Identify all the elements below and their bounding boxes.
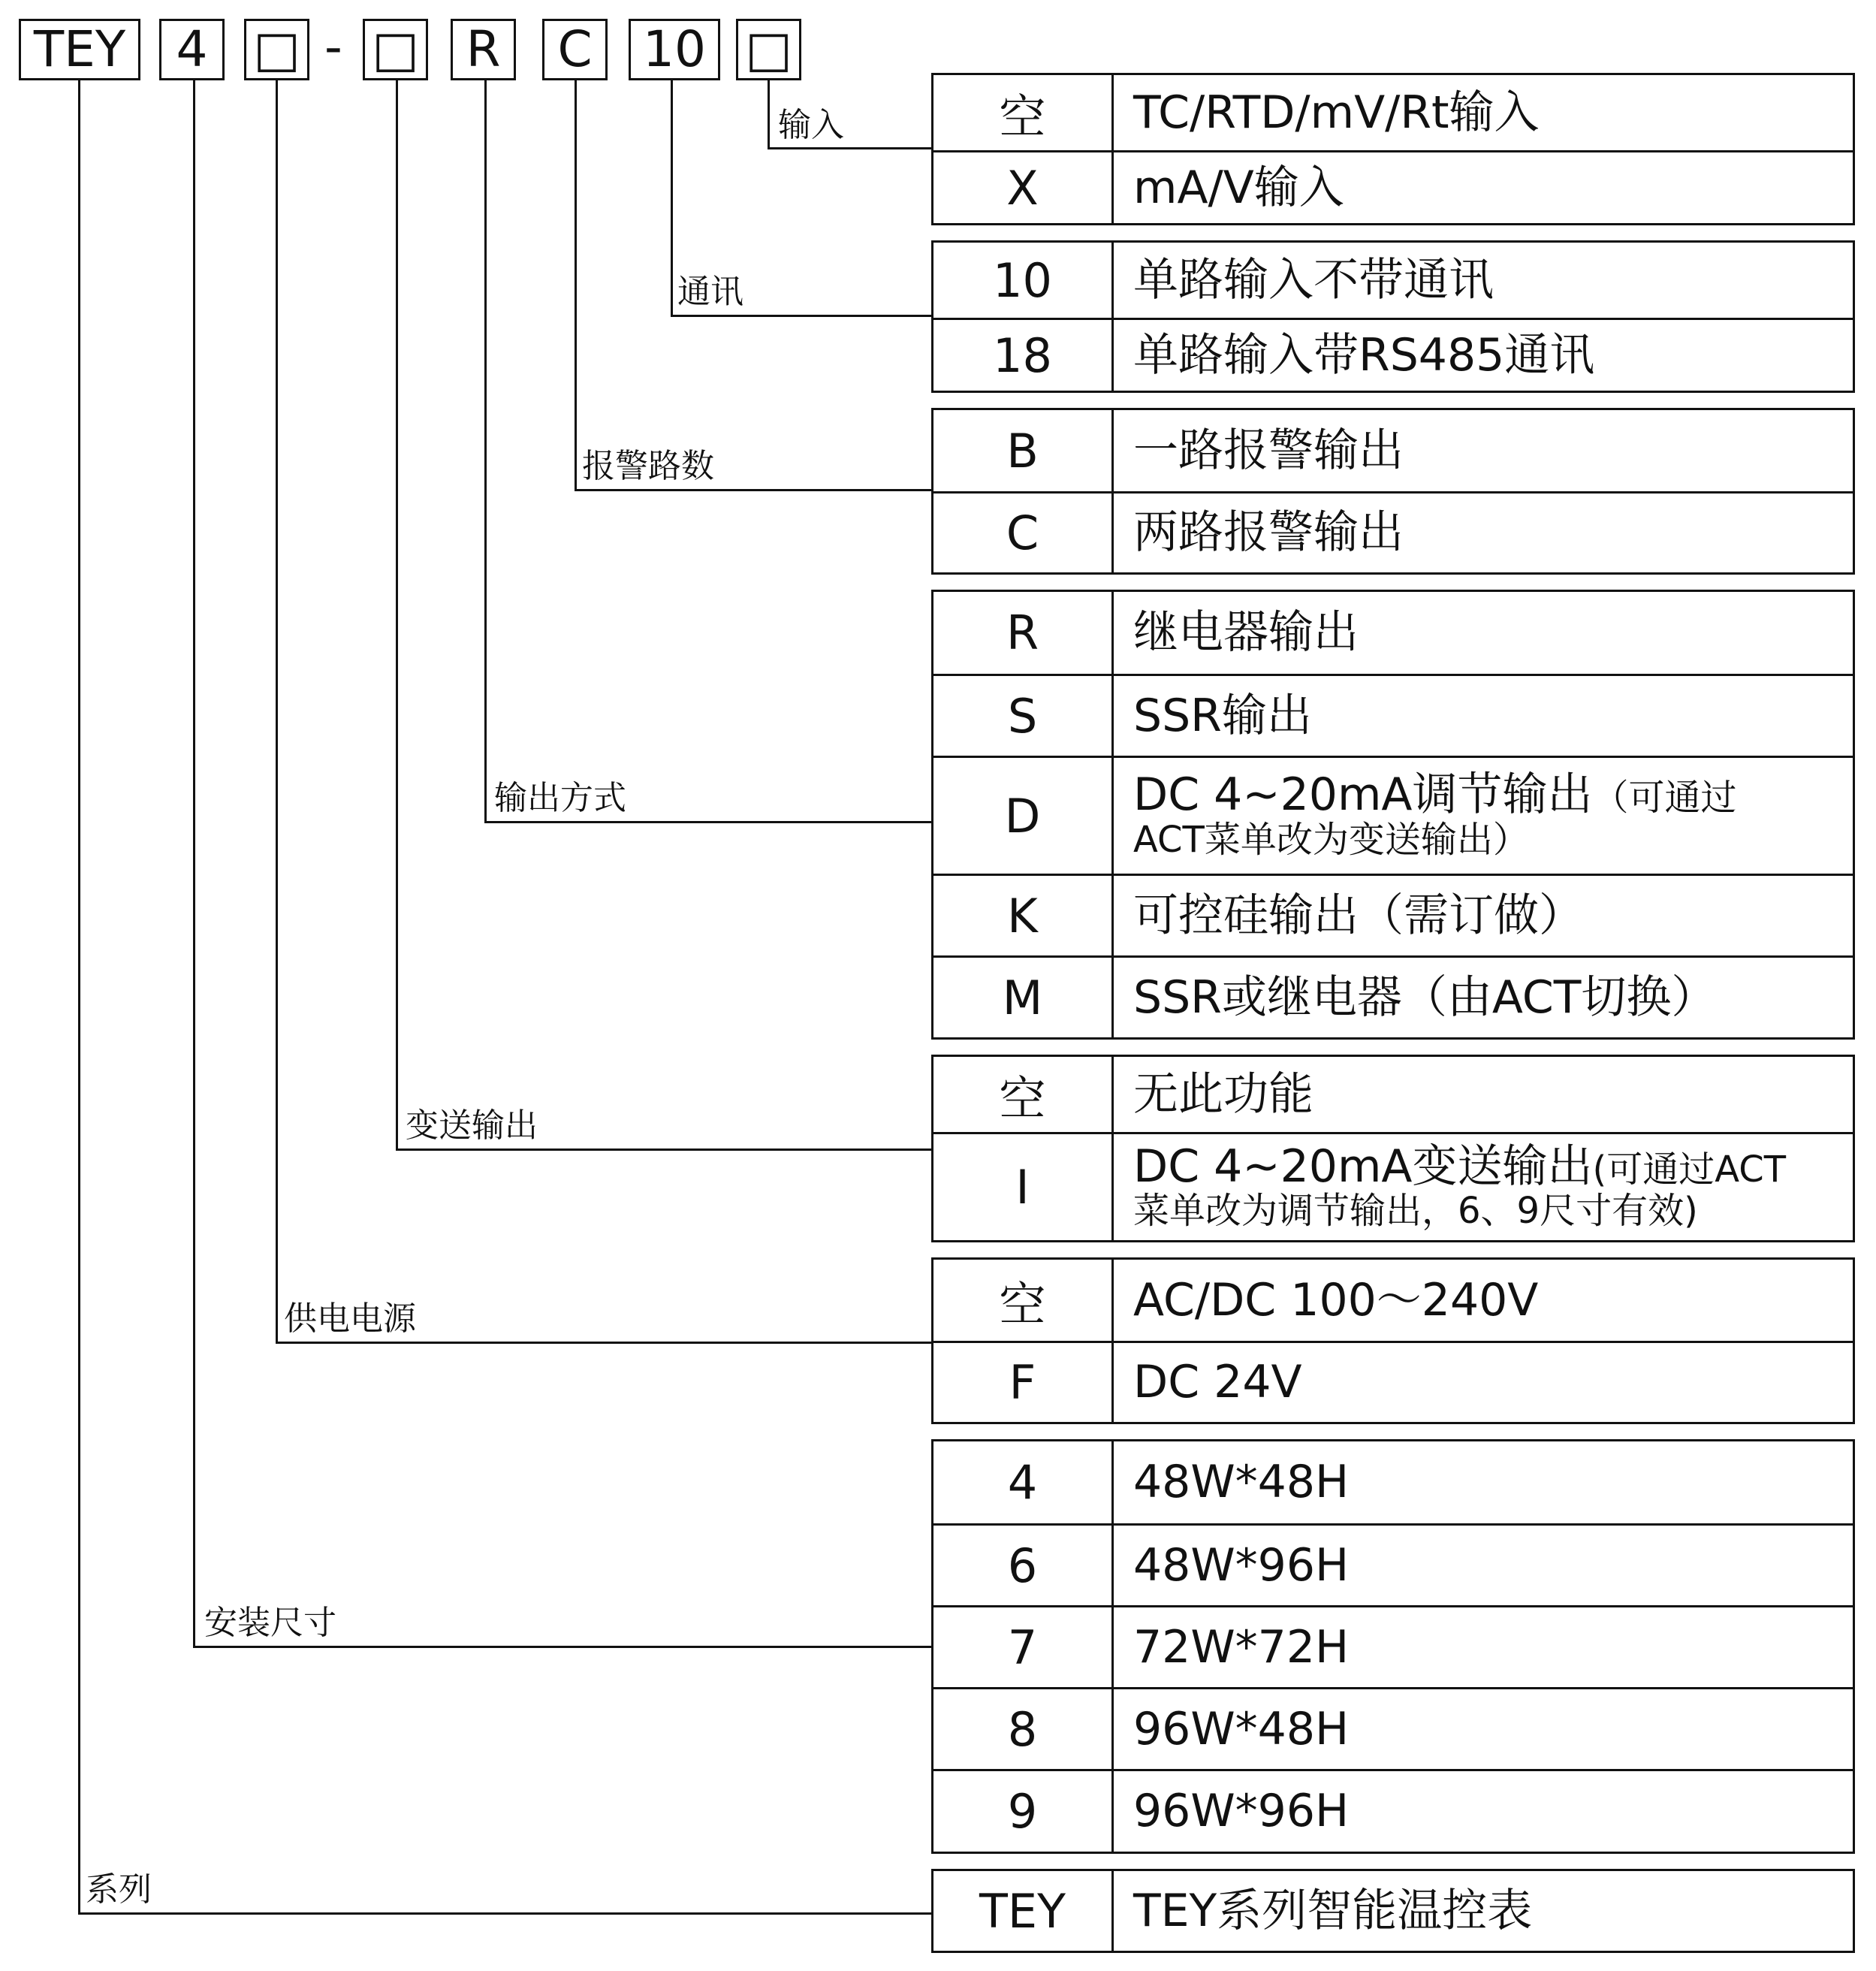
option-desc: 无此功能	[1133, 1067, 1314, 1121]
option-code: 18	[933, 320, 1114, 391]
table-size	[931, 1439, 1855, 1854]
option-code: M	[933, 958, 1114, 1037]
option-desc: 一路报警输出	[1133, 424, 1404, 477]
table-alarm	[931, 408, 1855, 575]
connector-alarm-horizontal	[575, 489, 931, 491]
option-desc: TC/RTD/mV/Rt输入	[1133, 86, 1540, 139]
label-alarm: 报警路数	[582, 447, 714, 485]
option-code: S	[933, 676, 1114, 756]
code-input-text: □	[745, 20, 792, 78]
table-transmit	[931, 1055, 1855, 1242]
table-input	[931, 73, 1855, 225]
option-desc-line	[1133, 768, 1853, 821]
option-desc-cell	[1114, 876, 1853, 955]
table-row	[933, 150, 1853, 223]
option-desc-cell	[1114, 243, 1853, 318]
connector-input-horizontal	[768, 147, 931, 149]
option-desc: DC 4~20mA变送输出	[1133, 1139, 1593, 1193]
table-row	[933, 955, 1853, 1037]
option-desc-cell	[1114, 676, 1853, 756]
option-desc-cell	[1114, 1871, 1853, 1951]
code-separator: -	[324, 18, 342, 76]
table-row	[933, 410, 1853, 491]
table-row	[933, 674, 1853, 756]
option-code: 空	[933, 1057, 1114, 1132]
option-desc: SSR输出	[1133, 689, 1312, 742]
option-desc-continued: 菜单改为调节输出，6、9尺寸有效)	[1133, 1190, 1698, 1233]
table-row	[933, 1260, 1853, 1341]
option-desc: 96W*96H	[1133, 1785, 1350, 1838]
table-row	[933, 1523, 1853, 1605]
table-row	[933, 1341, 1853, 1422]
option-desc: TEY系列智能温控表	[1133, 1884, 1533, 1937]
option-desc-cell	[1114, 1343, 1853, 1422]
option-desc: 72W*72H	[1133, 1620, 1350, 1674]
option-desc: 可控硅输出（需订做）	[1133, 889, 1584, 942]
code-transmit-text: □	[372, 20, 419, 78]
table-comm	[931, 240, 1855, 393]
label-output: 输出方式	[494, 779, 626, 817]
connector-series-vertical	[78, 80, 80, 1915]
option-desc-cell	[1114, 75, 1853, 150]
connector-output-vertical	[484, 80, 487, 823]
option-code: K	[933, 876, 1114, 955]
option-desc-cell	[1114, 1771, 1853, 1852]
code-box-alarm	[542, 19, 608, 80]
option-code: 4	[933, 1441, 1114, 1523]
code-box-comm	[629, 19, 720, 80]
table-output	[931, 590, 1855, 1040]
option-desc-cell	[1114, 494, 1853, 572]
code-output-text: R	[466, 20, 501, 78]
table-series	[931, 1869, 1855, 1953]
option-code: R	[933, 592, 1114, 674]
table-row	[933, 1057, 1853, 1132]
code-box-output	[451, 19, 516, 80]
option-desc-cell	[1114, 320, 1853, 391]
option-desc: 48W*48H	[1133, 1456, 1350, 1509]
option-code: 空	[933, 1260, 1114, 1341]
table-row	[933, 874, 1853, 955]
connector-size-horizontal	[193, 1646, 931, 1648]
connector-transmit-horizontal	[396, 1148, 931, 1151]
option-desc-cell	[1114, 592, 1853, 674]
connector-transmit-vertical	[396, 80, 398, 1151]
option-desc-cell	[1114, 1441, 1853, 1523]
code-box-power	[244, 19, 309, 80]
code-box-transmit	[363, 19, 428, 80]
connector-alarm-vertical	[575, 80, 577, 491]
connector-size-vertical	[193, 80, 195, 1648]
code-size-text: 4	[176, 20, 208, 78]
option-code: 10	[933, 243, 1114, 318]
option-desc: 单路输入带RS485通讯	[1133, 328, 1595, 382]
table-row	[933, 1605, 1853, 1687]
option-code: 空	[933, 75, 1114, 150]
option-desc-line	[1133, 1139, 1853, 1193]
option-code: D	[933, 758, 1114, 874]
table-row	[933, 592, 1853, 674]
code-box-size	[159, 19, 225, 80]
table-row	[933, 243, 1853, 318]
option-desc-cell	[1114, 1526, 1853, 1605]
option-note: （可通过	[1592, 777, 1737, 819]
label-input: 输入	[778, 106, 844, 144]
option-code: TEY	[933, 1871, 1114, 1951]
code-comm-text: 10	[643, 20, 706, 78]
connector-comm-vertical	[671, 80, 673, 317]
connector-input-vertical	[768, 80, 770, 149]
table-power	[931, 1257, 1855, 1424]
option-desc-cell	[1114, 1057, 1853, 1132]
option-code: 8	[933, 1689, 1114, 1769]
option-desc: 48W*96H	[1133, 1538, 1350, 1592]
option-desc-cell	[1114, 152, 1853, 223]
option-code: I	[933, 1134, 1114, 1240]
label-power: 供电电源	[284, 1299, 416, 1338]
label-series: 系列	[86, 1870, 152, 1909]
option-desc: SSR或继电器（由ACT切换）	[1133, 970, 1717, 1024]
connector-comm-horizontal	[671, 315, 931, 317]
option-desc: 单路输入不带通讯	[1133, 253, 1494, 306]
table-row	[933, 491, 1853, 572]
table-row	[933, 1769, 1853, 1852]
option-desc-cell	[1114, 410, 1853, 491]
option-code: X	[933, 152, 1114, 223]
connector-power-horizontal	[276, 1342, 931, 1344]
table-row	[933, 1871, 1853, 1951]
table-row	[933, 75, 1853, 150]
option-note: (可通过ACT	[1592, 1148, 1787, 1191]
option-desc-continued: ACT菜单改为变送输出）	[1133, 818, 1529, 861]
option-desc: AC/DC 100～240V	[1133, 1273, 1539, 1327]
option-code: 7	[933, 1607, 1114, 1687]
code-power-text: □	[253, 20, 300, 78]
table-row	[933, 1441, 1853, 1523]
code-box-series	[19, 19, 140, 80]
option-desc-cell	[1114, 1260, 1853, 1341]
table-row	[933, 1687, 1853, 1769]
option-desc: 两路报警输出	[1133, 506, 1404, 560]
table-row	[933, 1132, 1853, 1240]
option-desc-cell	[1114, 1134, 1853, 1240]
option-desc-cell	[1114, 758, 1853, 874]
connector-power-vertical	[276, 80, 278, 1344]
code-box-input	[736, 19, 801, 80]
code-alarm-text: C	[557, 20, 593, 78]
label-comm: 通讯	[677, 273, 743, 311]
label-transmit: 变送输出	[406, 1106, 538, 1145]
table-row	[933, 318, 1853, 391]
option-code: 6	[933, 1526, 1114, 1605]
option-desc: 96W*48H	[1133, 1702, 1350, 1755]
option-code: C	[933, 494, 1114, 572]
table-row	[933, 756, 1853, 874]
option-desc: DC 24V	[1133, 1356, 1302, 1409]
option-desc-cell	[1114, 1689, 1853, 1769]
connector-output-horizontal	[484, 821, 931, 823]
option-desc: 继电器输出	[1133, 606, 1359, 660]
option-desc-cell	[1114, 958, 1853, 1037]
label-size: 安装尺寸	[204, 1604, 336, 1642]
option-desc: DC 4~20mA调节输出	[1133, 768, 1593, 821]
code-series-text: TEY	[33, 20, 126, 78]
option-desc-cell	[1114, 1607, 1853, 1687]
option-code: 9	[933, 1771, 1114, 1852]
option-code: F	[933, 1343, 1114, 1422]
connector-series-horizontal	[78, 1912, 931, 1915]
option-desc: mA/V输入	[1133, 161, 1344, 214]
option-code: B	[933, 410, 1114, 491]
